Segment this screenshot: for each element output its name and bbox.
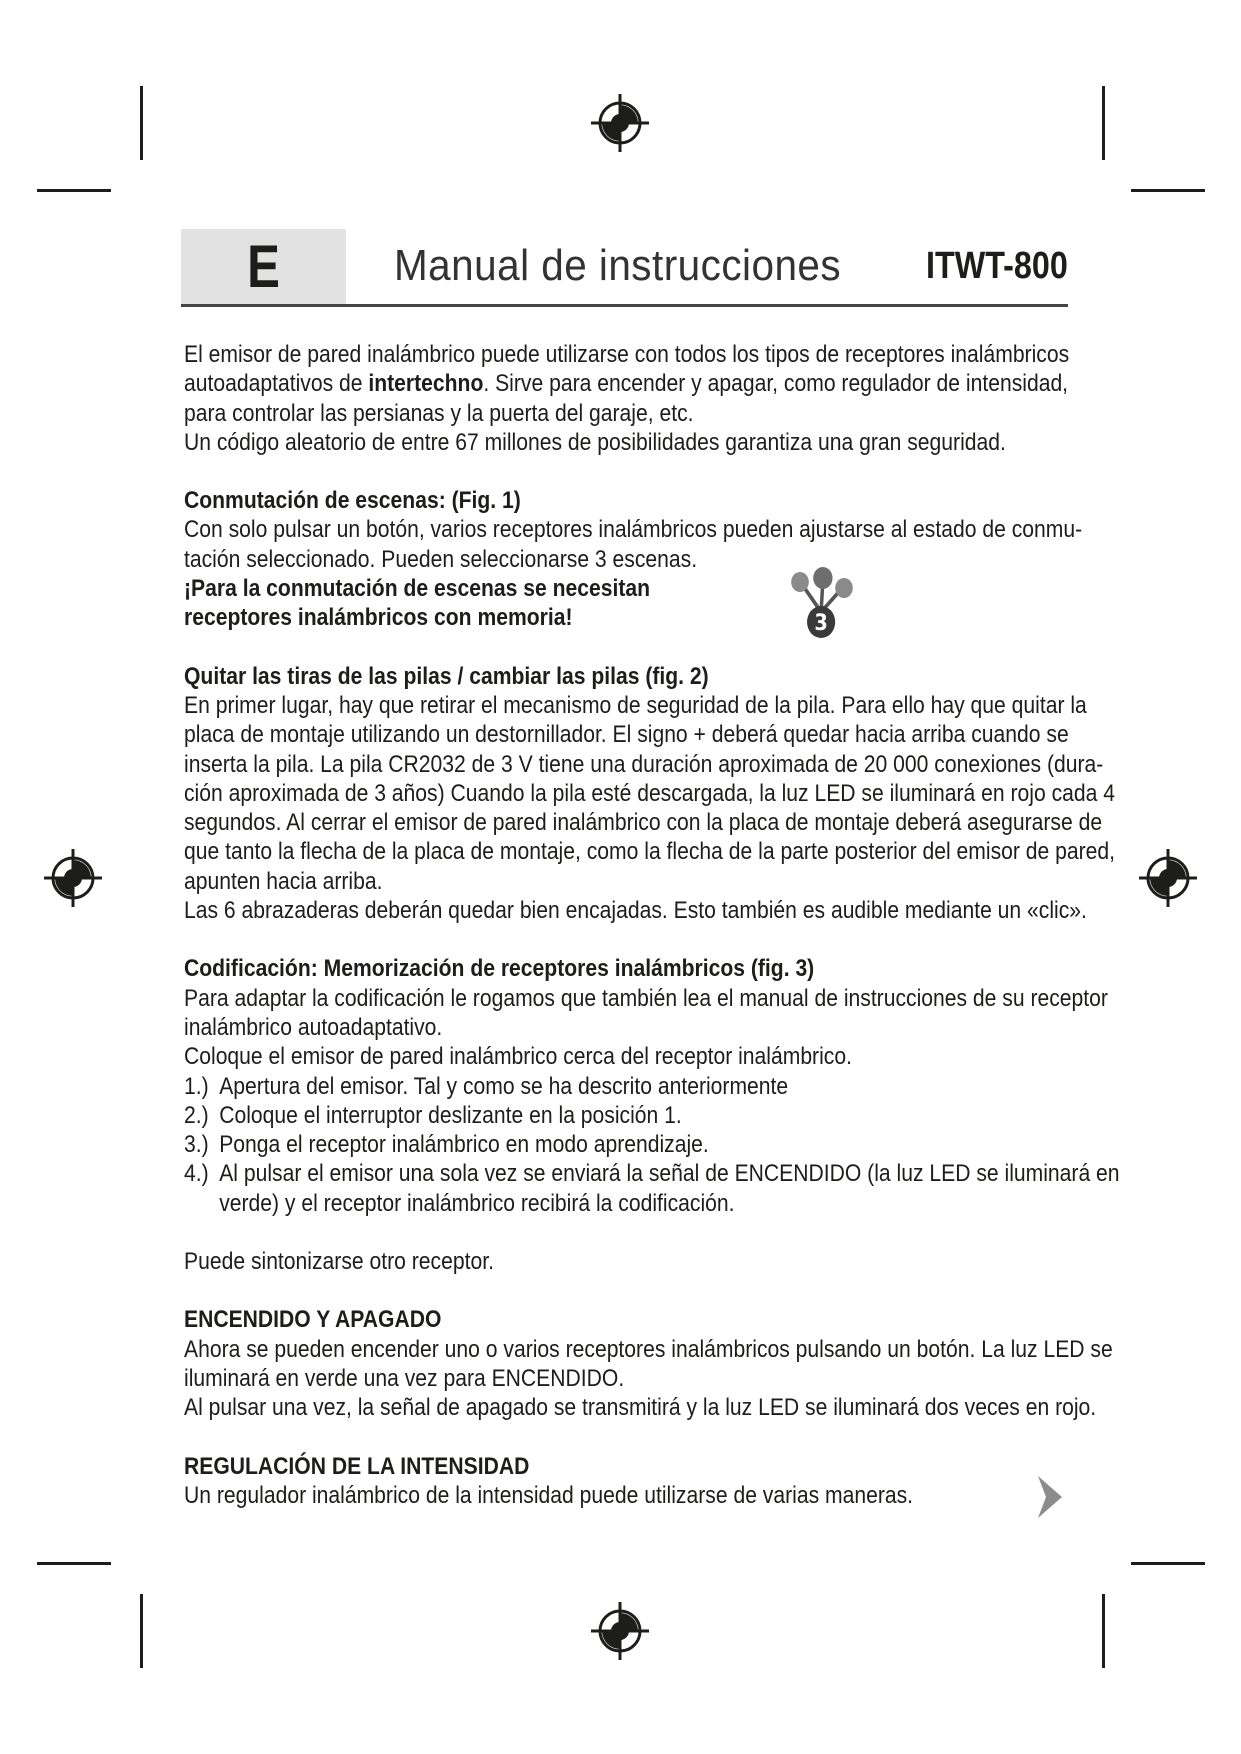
crop-mark-top-left-horizontal <box>37 189 111 192</box>
intro-line <box>184 369 1069 398</box>
registration-mark-left-icon <box>42 847 104 909</box>
battery-section <box>184 662 1116 926</box>
intro-section <box>184 340 1070 457</box>
coding-footer: Puede sintonizarse otro receptor. <box>184 1248 494 1276</box>
intro-line: para controlar las persianas y la puerta del garaje, etc. <box>184 399 694 427</box>
onoff-line: Ahora se pueden encender uno o varios receptores inalámbricos pulsando un botón. La luz LED se <box>184 1335 1113 1363</box>
intro-text: . Sirve para encender y apagar, como regulador de intensidad, <box>483 370 1069 398</box>
step-text-continued: verde) y el receptor inalámbrico recibirá la codificación. <box>219 1189 735 1217</box>
coding-line: inalámbrico autoadaptativo. <box>184 1013 443 1041</box>
manual-content <box>184 340 1120 1510</box>
coding-step <box>184 1130 1064 1159</box>
coding-heading: Codificación: Memorización de receptores inalámbricos (fig. 3) <box>184 955 815 983</box>
header-rule <box>181 304 1068 307</box>
onoff-line: iluminará en verde una vez para ENCENDIDO. <box>184 1364 625 1392</box>
coding-step <box>184 1101 1064 1130</box>
step-text: Apertura del emisor. Tal y como se ha descrito anteriormente <box>219 1072 789 1100</box>
scenes-line: Con solo pulsar un botón, varios receptores inalámbricos pueden ajustarse al estado de conmu- <box>184 516 1083 544</box>
dimming-heading: REGULACIÓN DE LA INTENSIDAD <box>184 1452 530 1480</box>
coding-steps <box>184 1072 1120 1218</box>
battery-heading: Quitar las tiras de las pilas / cambiar las pilas (fig. 2) <box>184 662 709 690</box>
step-number: 3.) <box>184 1131 209 1159</box>
registration-mark-top-icon <box>589 92 651 154</box>
crop-mark-top-right-vertical <box>1102 86 1105 160</box>
battery-line: En primer lugar, hay que retirar el mecanismo de seguridad de la pila. Para ello hay que quitar la <box>184 691 1087 719</box>
onoff-section <box>184 1305 1113 1422</box>
step-text: Al pulsar el emisor una sola vez se enviará la señal de ENCENDIDO (la luz LED se iluminará en <box>219 1160 1120 1188</box>
battery-line: que tanto la flecha de la placa de montaje, como la flecha de la parte posterior del emisor de pared, <box>184 838 1116 866</box>
coding-line: Para adaptar la codificación le rogamos que también lea el manual de instrucciones de su receptor <box>184 984 1108 1012</box>
crop-mark-bottom-right-vertical <box>1102 1594 1105 1668</box>
step-text: Coloque el interruptor deslizante en la posición 1. <box>219 1101 682 1129</box>
crop-mark-bottom-left-vertical <box>140 1594 143 1668</box>
scenes-warning: ¡Para la conmutación de escenas se necesitan <box>184 575 651 603</box>
scene-icon-number: 3 <box>814 609 828 636</box>
scenes-section <box>184 486 1083 636</box>
coding-step <box>184 1072 1064 1101</box>
scenes-heading: Conmutación de escenas: (Fig. 1) <box>184 487 521 515</box>
step-number: 1.) <box>184 1072 209 1100</box>
document-header <box>181 229 1068 307</box>
onoff-line: Al pulsar una vez, la señal de apagado se transmitirá y la luz LED se iluminará dos veces en rojo. <box>184 1394 1097 1422</box>
coding-step <box>184 1159 1120 1218</box>
dimming-line: Un regulador inalámbrico de la intensidad puede utilizarse de varias maneras. <box>184 1481 914 1509</box>
battery-line: placa de montaje utilizando un destornillador. El signo + deberá quedar hacia arriba cuando se <box>184 721 1069 749</box>
dimming-section <box>184 1452 1064 1511</box>
brand-name: intertechno <box>368 370 484 398</box>
language-tab <box>181 229 346 304</box>
battery-line: segundos. Al cerrar el emisor de pared inalámbrico con la placa de montaje deberá asegurarse de <box>184 809 1103 837</box>
document-title: Manual de instrucciones <box>394 241 842 290</box>
crop-mark-top-left-vertical <box>140 86 143 160</box>
crop-mark-top-right-horizontal <box>1131 189 1205 192</box>
intro-line: Un código aleatorio de entre 67 millones de posibilidades garantiza una gran seguridad. <box>184 428 1006 456</box>
battery-line: Las 6 abrazaderas deberán quedar bien encajadas. Esto también es audible mediante un «clic». <box>184 897 1087 925</box>
step-number: 4.) <box>184 1160 209 1188</box>
battery-line: apunten hacia arriba. <box>184 867 383 895</box>
scenes-line: tación seleccionado. Pueden seleccionarse 3 escenas. <box>184 545 698 573</box>
crop-mark-bottom-left-horizontal <box>37 1562 111 1565</box>
coding-section <box>184 954 1120 1276</box>
step-number: 2.) <box>184 1101 209 1129</box>
language-letter: E <box>247 233 280 300</box>
registration-mark-right-icon <box>1137 847 1199 909</box>
onoff-heading: ENCENDIDO Y APAGADO <box>184 1306 442 1334</box>
battery-line: inserta la pila. La pila CR2032 de 3 V tiene una duración aproximada de 20 000 conexiones (dura- <box>184 750 1104 778</box>
coding-line: Coloque el emisor de pared inalámbrico cerca del receptor inalámbrico. <box>184 1043 852 1071</box>
model-number: ITWT-800 <box>926 245 1068 287</box>
battery-line: ción aproximada de 3 años) Cuando la pila esté descargada, la luz LED se iluminará en rojo cada 4 <box>184 779 1116 807</box>
intro-text: autoadaptativos de <box>184 370 369 398</box>
intro-line: El emisor de pared inalámbrico puede utilizarse con todos los tipos de receptores inalámbricos <box>184 341 1070 368</box>
scenes-warning: receptores inalámbricos con memoria! <box>184 604 573 632</box>
crop-mark-bottom-right-horizontal <box>1131 1562 1205 1565</box>
next-page-chevron-icon <box>1032 1472 1068 1522</box>
registration-mark-bottom-icon <box>589 1600 651 1662</box>
step-text: Ponga el receptor inalámbrico en modo aprendizaje. <box>219 1131 709 1159</box>
scene-memory-icon <box>782 566 859 644</box>
